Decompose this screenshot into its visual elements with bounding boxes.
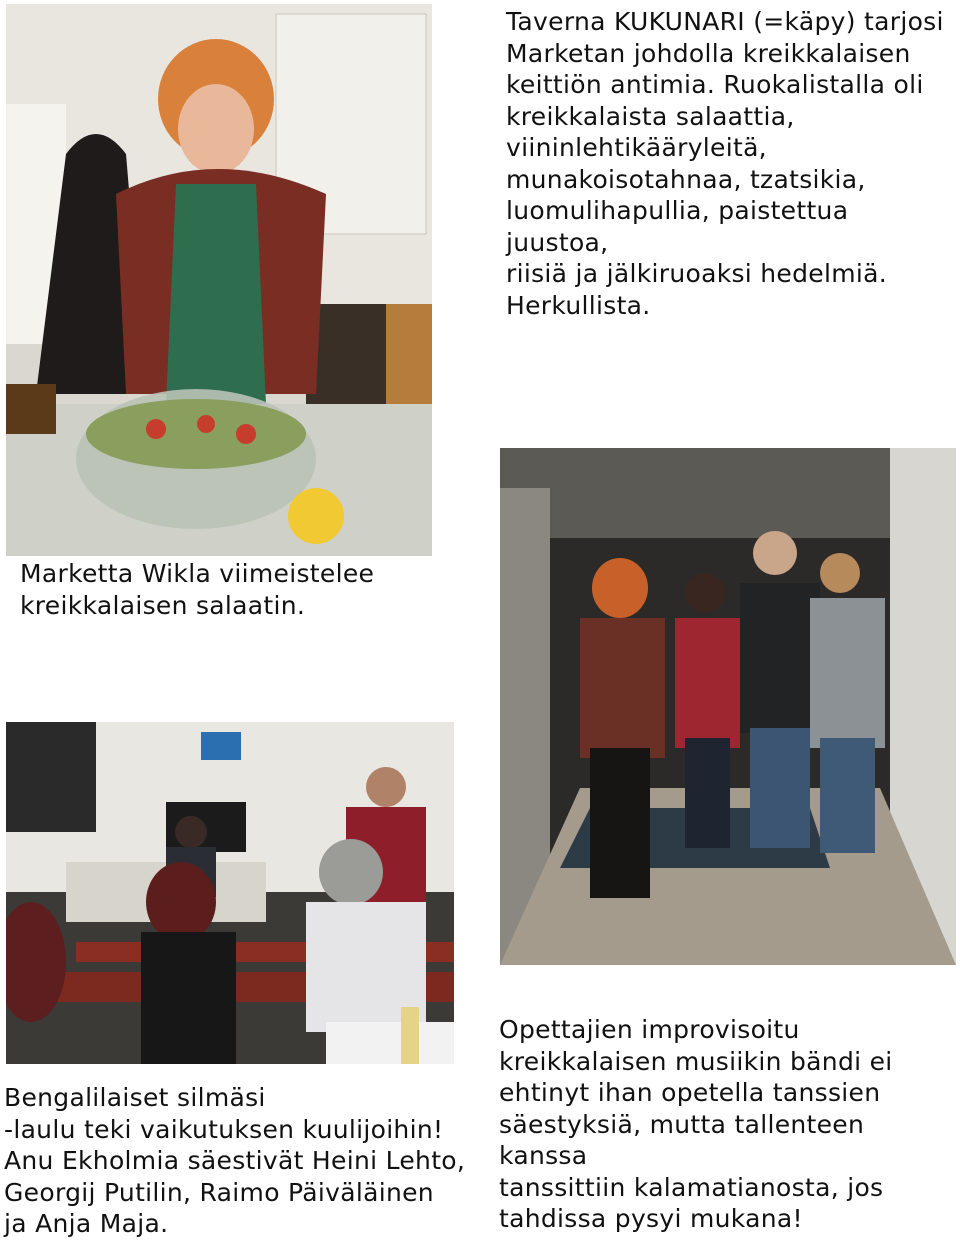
photo-dancing-corridor <box>500 448 956 965</box>
photo-singing-performance <box>6 722 454 1064</box>
photo-caption-singing: Bengalilaiset silmäsi -laulu teki vaikutuksen kuulijoihin! Anu Ekholmia säestivät Heini Lehto, Georgij Putilin, Raimo Päiväläinen ja Anja Maja. <box>4 1083 466 1238</box>
photo-caption-dancing: Opettajien improvisoitu kreikkalaisen musiikin bändi ei ehtinyt ihan opetella tanssien säestyksiä, mutta tallenteen kanssa tanssittiin kalamatianosta, jos tahdissa pysyi mukana! <box>499 1015 893 1233</box>
intro-paragraph: Taverna KUKUNARI (=käpy) tarjosi Marketan johdolla kreikkalaisen keittiön antimia. Ruokalistalla oli kreikkalaista salaattia, viininlehtikääryleitä, munakoisotahnaa, tzatsikia, luomulihapullia, paistettua juustoa, riisiä ja jälkiruoaksi hedelmiä. Herkullista. <box>506 7 944 320</box>
photo-caption-salad: Marketta Wikla viimeistelee kreikkalaisen salaatin. <box>20 559 375 620</box>
photo-salad-preparation <box>6 4 432 556</box>
